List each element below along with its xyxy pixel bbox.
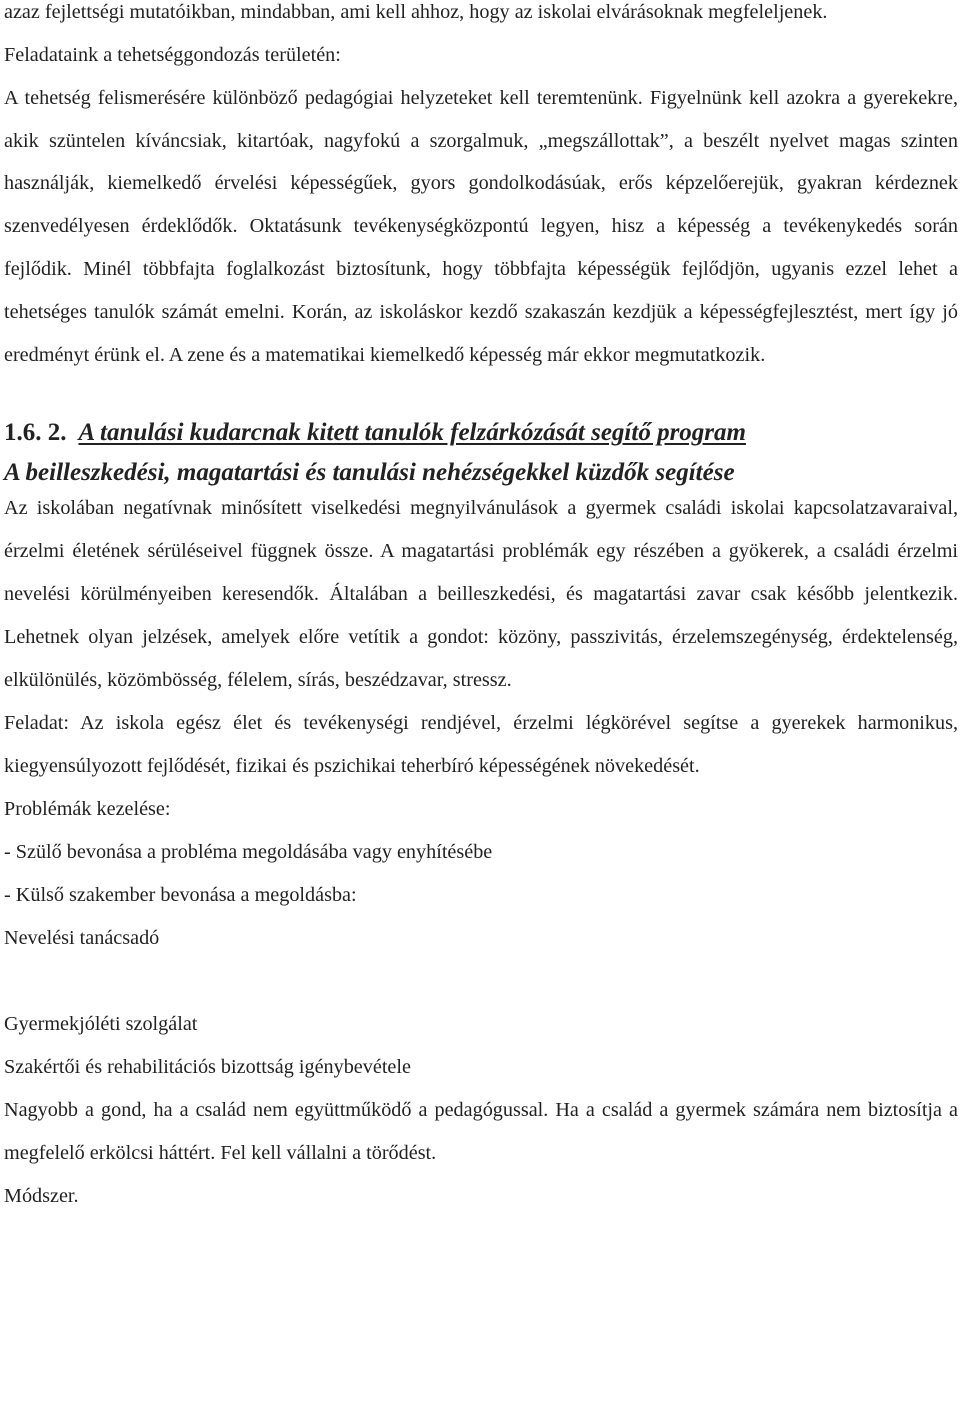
section-paragraph-1: Az iskolában negatívnak minősített viselkedési megnyilvánulások a gyermek családi iskolai kapcsolatzavaraival, érzelmi életének sérüléseivel függnek össze. A magatartási problémák egy részében a gyökerek, a családi érzelmi nevelési körülményeiben keresendők. Általában a beilleszkedési, és magatartási zavar csak később jelentkezik. Lehetnek olyan jelzések, amelyek előre vetítik a gondot: közöny, passzivitás, érzelemszegénység, érdektelenség, elkülönülés, közömbösség, félelem, sírás, beszédzavar, stressz. bbox=[4, 497, 958, 692]
service-item: Nevelési tanácsadó bbox=[4, 927, 160, 950]
problems-heading: Problémák kezelése: bbox=[4, 798, 171, 821]
intro-paragraph-2: Feladataink a tehetséggondozás területén: bbox=[4, 43, 341, 66]
section-heading bbox=[4, 413, 958, 453]
list-item: - Külső szakember bevonása a megoldásba: bbox=[4, 884, 357, 907]
method-heading: Módszer. bbox=[4, 1185, 79, 1208]
section-number: 1.6. 2. bbox=[4, 419, 67, 447]
spacer bbox=[4, 960, 958, 1003]
list-item: - Szülő bevonása a probléma megoldásába vagy enyhítésébe bbox=[4, 841, 493, 864]
section-paragraph-2: Feladat: Az iskola egész élet és tevékenységi rendjével, érzelmi légkörével segítse a gyerekek harmonikus, kiegyensúlyozott fejlődését, fizikai és pszichikai teherbíró képességének növekedését. bbox=[4, 712, 958, 778]
service-item: Gyermekjóléti szolgálat bbox=[4, 1013, 198, 1036]
intro-paragraph-3: A tehetség felismerésére különböző pedagógiai helyzeteket kell teremtenünk. Figyelnünk kell azokra a gyerekekre, akik szüntelen kíváncsiak, kitartóak, nagyfokú a szorgalmuk, „megszállottak”, a beszélt nyelvet magas szinten használják, kiemelkedő érvelési képességűek, gyors gondolkodásúak, erős képzelőerejük, gyakran kérdeznek szenvedélyesen érdeklődők. Oktatásunk tevékenységközpontú legyen, hisz a képesség a tevékenykedés során fejlődik. Minél többfajta foglalkozást biztosítunk, hogy többfajta képességük fejlődjön, ugyanis ezzel lehet a tehetséges tanulók számát emelni. Korán, az iskoláskor kezdő szakaszán kezdjük a képességfejlesztést, mert így jó eredményt érünk el. A zene és a matematikai kiemelkedő képesség már ekkor megmutatkozik. bbox=[4, 86, 958, 366]
intro-paragraph-1: azaz fejlettségi mutatóikban, mindabban, ami kell ahhoz, hogy az iskolai elvárásoknak megfeleljenek. bbox=[4, 1, 828, 23]
section-paragraph-3: Nagyobb a gond, ha a család nem együttműködő a pedagógussal. Ha a család a gyermek számára nem biztosítja a megfelelő erkölcsi háttért. Fel kell vállalni a törődést. bbox=[4, 1099, 958, 1165]
service-item: Szakértői és rehabilitációs bizottság igénybevétele bbox=[4, 1056, 411, 1079]
section-title: A tanulási kudarcnak kitett tanulók felzárkózását segítő program bbox=[78, 419, 746, 447]
spacer bbox=[4, 376, 958, 413]
section-subtitle: A beilleszkedési, magatartási és tanulási nehézségekkel küzdők segítése bbox=[4, 459, 735, 487]
